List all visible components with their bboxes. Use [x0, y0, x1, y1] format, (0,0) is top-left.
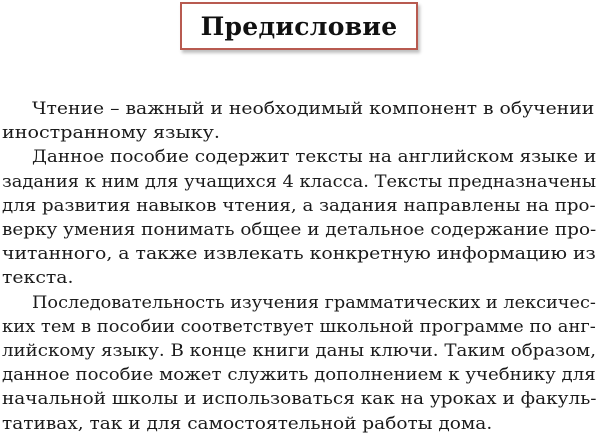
text-line: тативах, так и для самостоятельной работы дома.: [2, 413, 493, 434]
text-line: ких тем в пособии соответствует школьной программе по анг-: [2, 316, 596, 337]
text-line: задания к ним для учащихся 4 класса. Тексты предназначены: [2, 171, 597, 192]
text-line: Данное пособие содержит тексты на английском языке и: [32, 147, 597, 168]
text-line: верку умения понимать общее и детальное содержание про-: [2, 220, 597, 240]
text-line: лийскому языку. В конце книги даны ключи. Таким образом,: [2, 341, 596, 361]
text-line: иностранному языку.: [2, 123, 220, 144]
text-line: данное пособие может служить дополнением к учебнику для: [2, 365, 596, 386]
text-line: для развития навыков чтения, а задания направлены на про-: [2, 195, 596, 216]
text-line: Чтение – важный и необходимый компонент в обучении: [32, 99, 595, 119]
text-line: текста.: [2, 268, 74, 289]
page-title: Предисловие: [200, 11, 398, 41]
text-line: начальной школы и использоваться как на уроках и факуль-: [2, 389, 597, 410]
text-line: читанного, а также извлекать конкретную информацию из: [2, 244, 596, 265]
title-box: [180, 2, 418, 50]
text-line: Последовательность изучения грамматических и лексичес-: [32, 292, 596, 313]
